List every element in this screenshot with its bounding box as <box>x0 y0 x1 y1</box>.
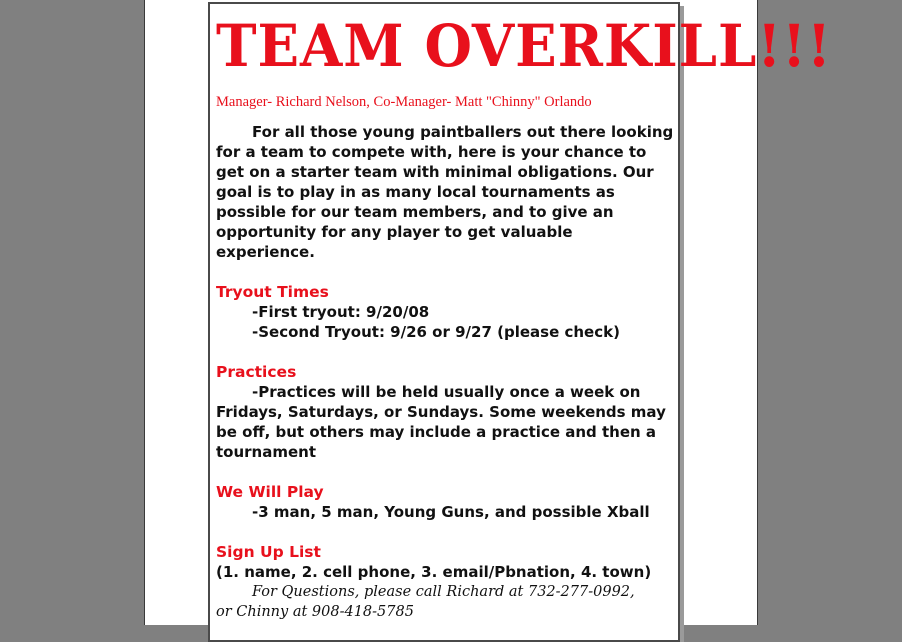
questions-line-2: or Chinny at 908-418-5785 <box>216 604 414 620</box>
signup-section <box>216 542 676 622</box>
flyer-content <box>216 8 832 622</box>
first-tryout: -First tryout: 9/20/08 <box>252 303 430 321</box>
intro-paragraph: For all those young paintballers out there looking for a team to compete with, here is your chance to get on a starter team with minimal obligations. Our goal is to play in as many local tournaments as possible for our team members, and to give an opportunity for any player to get valuable experience. <box>216 123 674 261</box>
signup-fields: (1. name, 2. cell phone, 3. email/Pbnation, 4. town) <box>216 563 652 581</box>
practices-text: -Practices will be held usually once a week on Fridays, Saturdays, or Sundays. Some weekends may be off, but others may include a practice and then a tournament <box>216 383 666 461</box>
tryout-heading: Tryout Times <box>216 283 329 301</box>
signup-heading: Sign Up List <box>216 543 321 561</box>
practices-heading: Practices <box>216 363 297 381</box>
play-heading: We Will Play <box>216 483 324 501</box>
tryout-section <box>216 282 676 342</box>
managers-line: Manager- Richard Nelson, Co-Manager- Matt "Chinny" Orlando <box>216 94 592 110</box>
practices-section <box>216 362 676 462</box>
play-text: -3 man, 5 man, Young Guns, and possible Xball <box>252 503 650 521</box>
questions-line-1: For Questions, please call Richard at 732-277-0992, <box>252 584 635 600</box>
second-tryout: -Second Tryout: 9/26 or 9/27 (please check) <box>252 323 620 341</box>
page-title: TEAM OVERKILL!!! <box>216 12 832 80</box>
play-section <box>216 482 676 522</box>
